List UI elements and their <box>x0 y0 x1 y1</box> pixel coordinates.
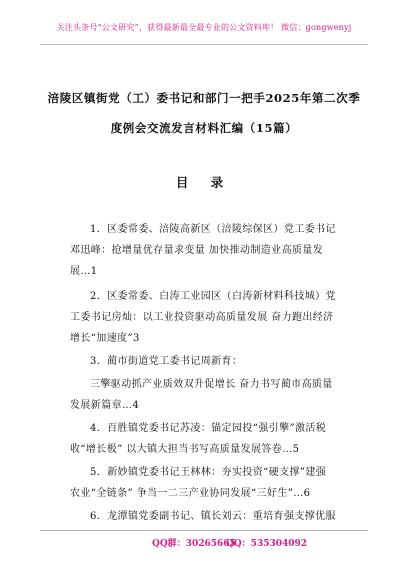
toc-entry-2-line-3: 增长“加速度”3 <box>70 333 140 344</box>
document-title-line-1: 涪陵区镇街党（工）委书记和部门一把手2025年第二次季 <box>47 91 361 105</box>
toc-entry-4-line-2: 收“增长极” 以大镇大担当书写高质量发展答卷…5 <box>70 444 300 455</box>
toc-entry-3-line-3: 发展新篇章…4 <box>70 400 140 411</box>
header-banner: 关注头条号“公文研究”，获得最新最全最专业的公文资料库！ 微信：gongwenyj <box>56 23 352 32</box>
footer-divider <box>40 530 368 531</box>
document-title-line-2: 度例会交流发言材料汇编（15篇） <box>110 121 298 135</box>
footer-qq-group: QQ群：30265665 <box>152 539 236 549</box>
toc-entry-1-line-1: 1．区委常委、涪陵高新区（涪陵综保区）党工委书记 <box>90 224 336 235</box>
toc-entry-4-line-1: 4．百胜镇党委书记苏凌：锚定园投“强引擎”激活税 <box>90 423 327 434</box>
toc-entry-5-line-1: 5．新妙镇党委书记王林林：夯实投资“硬支撑”建强 <box>90 467 327 478</box>
toc-entry-2-line-2: 工委书记房灿：以工业投资驱动高质量发展 奋力跑出经济 <box>70 312 334 323</box>
toc-entry-1-line-3: 展…1 <box>70 266 98 277</box>
toc-entry-1-line-2: 邓迅峰：抢增量优存量求变量 加快推动制造业高质量发 <box>70 245 324 256</box>
toc-entry-3-line-1: 3．蔺市街道党工委书记周新育： <box>90 356 243 367</box>
toc-entry-3-line-2: 三擎驱动抓产业质效双升促增长 奋力书写蔺市高质量 <box>90 379 333 390</box>
toc-entry-2-line-1: 2．区委常委、白涛工业园区（白涛新材料科技城）党 <box>90 291 336 302</box>
toc-heading: 目 录 <box>175 175 233 190</box>
toc-entry-6-line-1: 6．龙潭镇党委副书记、镇长刘云：重培育强支撑优服 <box>90 511 336 522</box>
toc-entry-5-line-2: 农业“全链条” 争当一二三产业协同发展“三好生”…6 <box>70 488 311 499</box>
header-divider <box>40 44 368 45</box>
footer-qq-contact: QQ：535304092 <box>226 539 308 549</box>
